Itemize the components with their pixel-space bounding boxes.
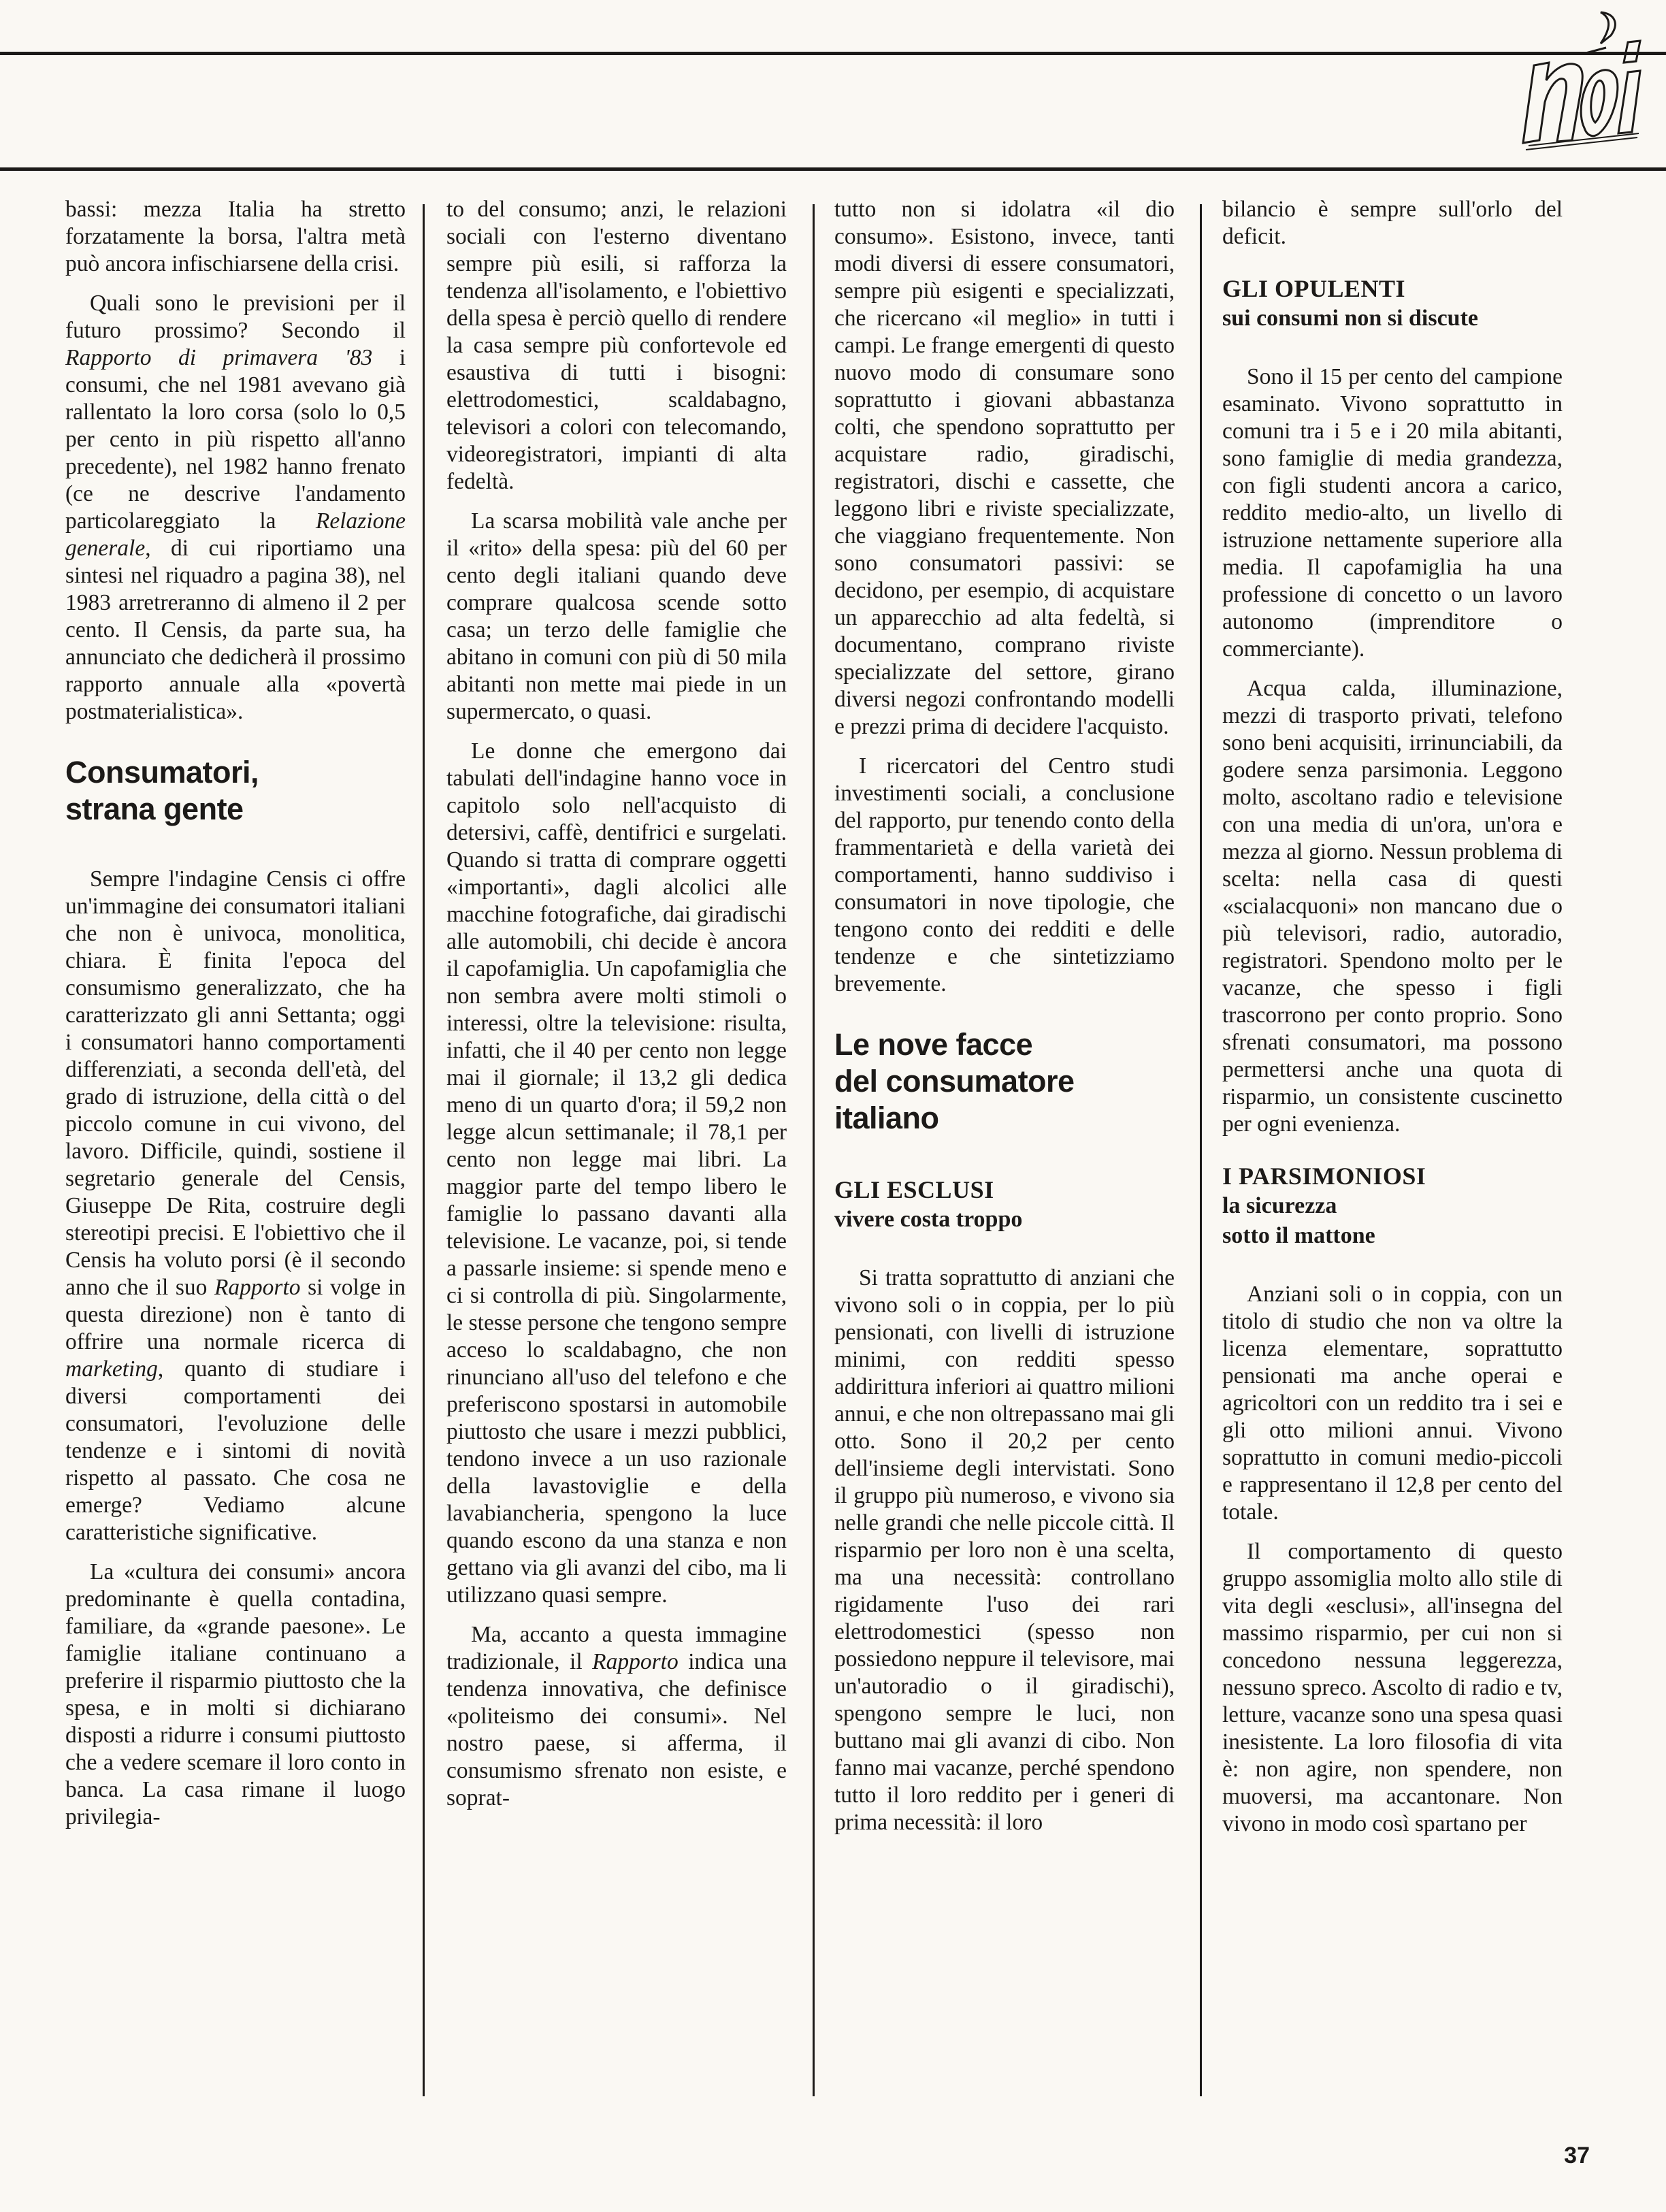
paragraph: tutto non si idolatra «il dio consumo». Esistono, invece, tanti modi diversi di essere consumatori, sempre più esigenti e specializzati, che ricercano «il meglio» in tutti i campi. Le frange emergenti di questo nuovo modo di consumare sono soprattutto i giovani abbastanza colti, che spendono soprattutto per acquistare radio, giradischi, registratori, dischi e cassette, che leggono libri e riviste specializzate, che viaggiano frequentemente. Non sono consumatori passivi: se decidono, per esempio, di acquistare un apparecchio ad alta fedeltà, si documentano, comprano riviste specializzate del settore, girano diversi negozi confrontando modelli e prezzi prima di decidere l'acquisto. <box>834 197 1175 739</box>
column-divider <box>423 204 425 2096</box>
paragraph: to del consumo; anzi, le relazioni sociali con l'esterno diventano sempre più esili, si rafforza la tendenza all'isolamento, e l'obiettivo della spesa è perciò quello di rendere la casa sempre più confortevole ed esaustiva di tutti i bisogni: elettrodomestici, scaldabagno, televisori a colori con telecomando, videoregistratori, impianti di alta fedeltà. <box>446 197 787 494</box>
subheading: GLI OPULENTI sui consumi non si discute <box>1222 275 1478 331</box>
paragraph: I ricercatori del Centro studi investimenti sociali, a conclusione del rapporto, pur tenendo conto della frammentarietà e della varietà dei comportamenti, hanno suddiviso i consumatori in nove tipologie, che tengono conto dei redditi e delle tendenze e che sintetizziamo brevemente. <box>834 753 1175 996</box>
section-heading: Le nove facce del consumatore italiano <box>834 1027 1075 1135</box>
subheading: GLI ESCLUSI vivere costa troppo <box>834 1176 1023 1232</box>
logo-text: noi <box>1499 0 1500 1</box>
paragraph: Acqua calda, illuminazione, mezzi di trasporto privati, telefono sono beni acquisiti, irrinunciabili, da godere senza parsimonia. Leggono molto, ascoltano radio e televisione con una media di un'ora, un'ora e mezza al giorno. Nessun problema di scelta: nella casa di questi «scialacquoni» non mancano due o più televisori, radio, autoradio, registratori. Spendono molto per le vacanze, che spesso i figli trascorrono per conto proprio. Sono sfrenati consumatori, ma possono permettersi anche una quota di risparmio, un consistente cuscinetto per ogni evenienza. <box>1222 676 1563 1137</box>
paragraph: Quali sono le previsioni per il futuro prossimo? Secondo il Rapporto di primavera '83 i consumi, che nel 1981 avevano già rallentato la loro corsa (solo lo 0,5 per cento in più rispetto all'anno precedente), nel 1982 hanno frenato (ce ne descrive l'andamento particolareggiato la Relazione generale, di cui riportiamo una sintesi nel riquadro a pagina 38), nel 1983 arretreranno di almeno il 2 per cento. Il Censis, da parte sua, ha annunciato che dedicherà il prossimo rapporto annuale alla «povertà postmaterialistica». <box>65 291 406 724</box>
subheading: I PARSIMONIOSI la sicurezza sotto il mattone <box>1222 1162 1426 1248</box>
column-4 <box>1222 196 1563 2115</box>
noi-logo-icon <box>1499 0 1642 170</box>
top-rule <box>0 52 1666 55</box>
paragraph: La scarsa mobilità vale anche per il «rito» della spesa: più del 60 per cento degli italiani quando deve comprare qualcosa scende sotto casa; un terzo delle famiglie che abitano in comuni con più di 50 mila abitanti non mette mai piede in un supermercato, o quasi. <box>446 508 787 724</box>
paragraph: Sono il 15 per cento del campione esaminato. Vivono soprattutto in comuni tra i 5 e i 20 mila abitanti, sono famiglie di media grandezza, con figli studenti ancora a carico, reddito medio-alto, un livello di istruzione nettamente superiore alla media. Il capofamiglia ha una professione di concetto o un lavoro autonomo (imprenditore o commerciante). <box>1222 364 1563 662</box>
section-heading: Consumatori, strana gente <box>65 755 259 826</box>
paragraph: Sempre l'indagine Censis ci offre un'immagine dei consumatori italiani che non è univoca, monolitica, chiara. È finita l'epoca del consumismo generalizzato, che ha caratterizzato gli anni Settanta; oggi i consumatori hanno comportamenti differenziati, a seconda dell'età, del grado di istruzione, della città o del piccolo comune in cui vivono, del lavoro. Difficile, quindi, sostiene il segretario generale del Censis, Giuseppe De Rita, costruire degli stereotipi precisi. E l'obiettivo che il Censis ha voluto porsi (è il secondo anno che il suo Rapporto si volge in questa direzione) non è tanto di offrire una normale ricerca di marketing, quanto di studiare i diversi comportamenti dei consumatori, l'evoluzione delle tendenze e i sintomi di novità rispetto al passato. Che cosa ne emerge? Vediamo alcune caratteristiche significative. <box>65 866 406 1545</box>
paragraph: bilancio è sempre sull'orlo del deficit. <box>1222 197 1563 249</box>
column-divider <box>813 204 815 2096</box>
column-divider <box>1200 204 1202 2096</box>
page-number: 37 <box>1564 2143 1590 2168</box>
column-1 <box>65 196 406 2115</box>
paragraph: Ma, accanto a questa immagine tradizionale, il Rapporto indica una tendenza innovativa, che definisce «politeismo dei consumi». Nel nostro paese, si afferma, il consumismo sfrenato non esiste, e soprat- <box>446 1622 787 1810</box>
column-2 <box>446 196 787 2115</box>
column-3 <box>834 196 1175 2115</box>
paragraph: Il comportamento di questo gruppo assomiglia molto allo stile di vita degli «esclusi», all'insegna del massimo risparmio, per cui non si concedono nessuna leggerezza, nessuno spreco. Ascolto di radio e tv, letture, vacanze sono una spesa quasi inesistente. La loro filosofia di vita è: non agire, non spendere, non muoversi, ma accantonare. Non vivono in modo così spartano per <box>1222 1539 1563 1836</box>
paragraph: Si tratta soprattutto di anziani che vivono soli o in coppia, per lo più pensionati, con livelli di istruzione minimi, con redditi spesso addirittura inferiori ai quattro milioni annui, e che non oltrepassano mai gli otto. Sono il 20,2 per cento dell'insieme degli intervistati. Sono il gruppo più numeroso, e vivono sia nelle grandi che nelle piccole città. Il risparmio per loro non è una scelta, ma una necessità: controllano rigidamente l'uso dei rari elettrodomestici (spesso non possiedono neppure il televisore, mai un'autoradio o il giradischi), spengono sempre le luci, non buttano mai gli avanzi di cibo. Non fanno mai vacanze, perché spendono tutto il loro reddito per i generi di prima necessità: il loro <box>834 1265 1175 1835</box>
header-rule <box>0 167 1666 171</box>
paragraph: Anziani soli o in coppia, con un titolo di studio che non va oltre la licenza elementare, soprattutto pensionati ma anche operai e agricoltori con un reddito tra i sei e gli otto milioni annui. Vivono soprattutto in comuni medio-piccoli e rappresentano il 12,8 per cento del totale. <box>1222 1282 1563 1525</box>
paragraph: La «cultura dei consumi» ancora predominante è quella contadina, familiare, da «grande paesone». Le famiglie italiane continuano a preferire il risparmio piuttosto che la spesa, e in molti si dichiarano disposti a ridurre i consumi piuttosto che a vedere scemare il loro conto in banca. La casa rimane il luogo privilegia- <box>65 1559 406 1829</box>
paragraph: bassi: mezza Italia ha stretto forzatamente la borsa, l'altra metà può ancora infischiarsene della crisi. <box>65 197 406 276</box>
paragraph: Le donne che emergono dai tabulati dell'indagine hanno voce in capitolo solo nell'acquisto di detersivi, caffè, dentifrici e surgelati. Quando si tratta di comprare oggetti «importanti», dagli alcolici alle macchine fotografiche, dai giradischi alle automobili, chi decide è ancora il capofamiglia. Un capofamiglia che non sembra avere molti stimoli o interessi, oltre la televisione: risulta, infatti, che il 40 per cento non legge mai il giornale; il 13,2 gli dedica meno di un quarto d'ora; il 59,2 non legge alcun settimanale; il 78,1 per cento non legge mai libri. La maggior parte del tempo libero le famiglie lo passano davanti alla televisione. Le vacanze, poi, si tende a passarle insieme: si spende meno e ci si controlla di più. Singolarmente, le stesse persone che tengono sempre acceso lo scaldabagno, che non rinunciano all'uso del telefono e che preferiscono spostarsi in automobile piuttosto che usare i mezzi pubblici, tendono invece a un uso razionale della lavastoviglie e della lavabiancheria, spengono la luce quando escono da una stanza e non gettano via gli avanzi del cibo, ma li utilizzano quasi sempre. <box>446 738 787 1608</box>
article-page <box>65 196 1590 2115</box>
